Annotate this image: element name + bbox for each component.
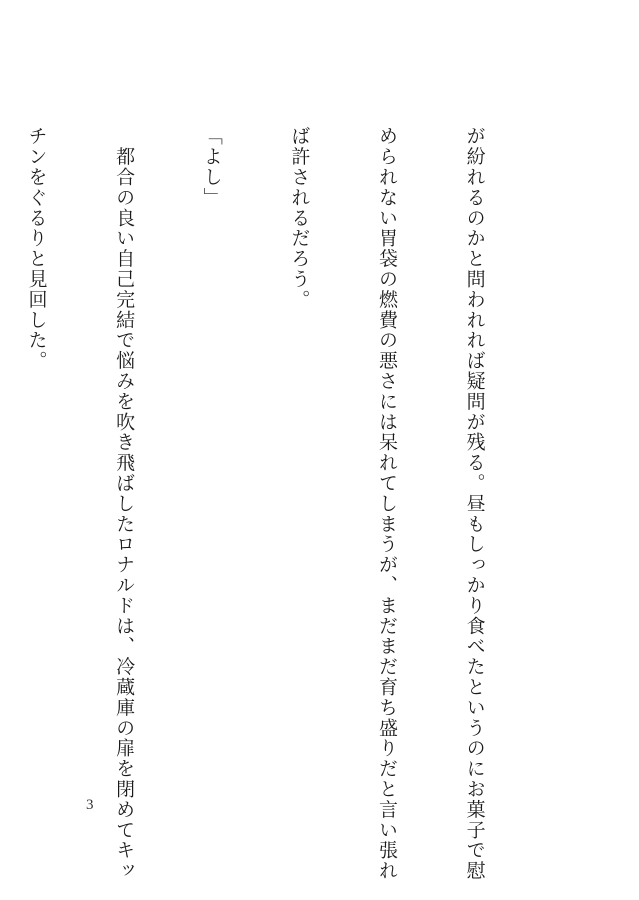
page-number: 3 bbox=[86, 797, 94, 813]
vertical-text-body bbox=[0, 126, 547, 881]
text-line: 都合の良い自己完結で悩みを吹き飛ばしたロナルドは、冷蔵庫の扉を閉めてキッ bbox=[113, 126, 136, 881]
text-line: チンをぐるりと見回した。 bbox=[25, 126, 48, 371]
text-line: が紛れるのかと問われれば疑問が残る。昼もしっかり食べたというのにお菓子で慰 bbox=[463, 126, 486, 881]
text-line: められない胃袋の燃費の悪さには呆れてしまうが、まだまだ育ち盛りだと言い張れ bbox=[375, 126, 398, 881]
text-line: 「よし」 bbox=[200, 126, 223, 208]
text-line: ば許されるだろう。 bbox=[288, 126, 311, 310]
